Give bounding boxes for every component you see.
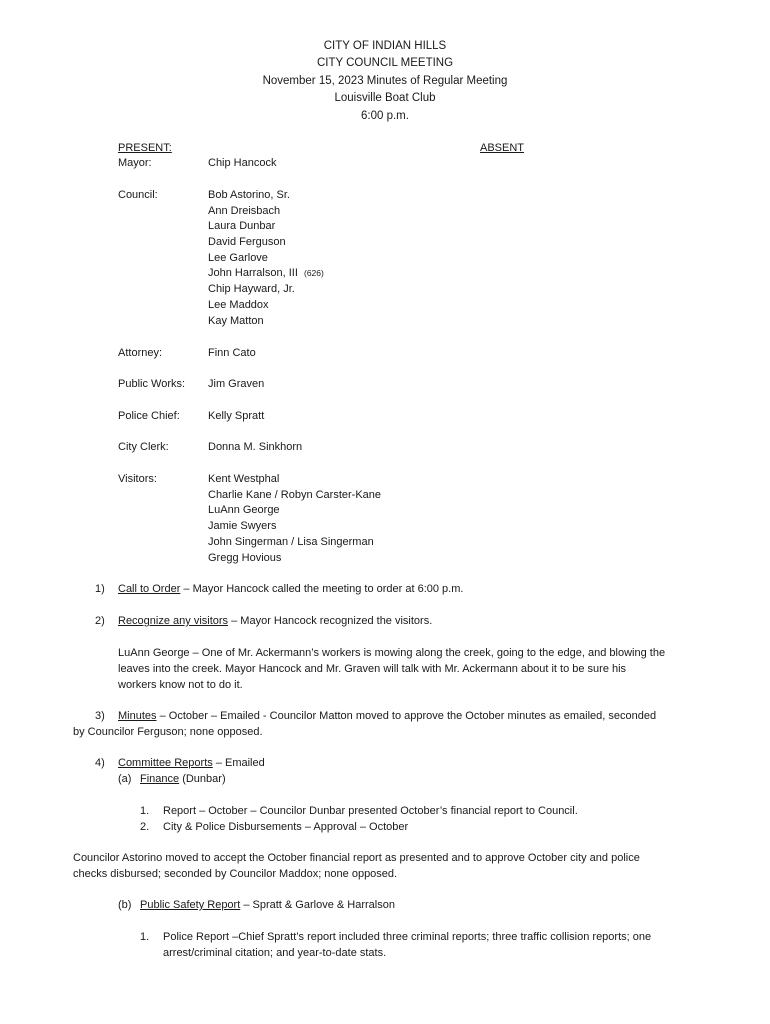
list-item: Report – October – Councilor Dunbar presented October’s financial report to Council. <box>163 805 578 817</box>
item-title: Recognize any visitors <box>118 615 229 627</box>
council-note: (626) <box>304 268 324 278</box>
item-title: Minutes <box>118 710 157 722</box>
council-member: Kay Matton <box>208 315 264 327</box>
present-heading: PRESENT: <box>118 142 172 154</box>
item-call-to-order <box>118 582 463 598</box>
visitor-comment-line: LuAnn George – One of Mr. Ackermann’s workers is mowing along the creek, going to the edge, and blowing the <box>118 647 666 659</box>
visitor-name: Kent Westphal <box>208 473 280 485</box>
subitem-title: Finance <box>140 773 180 785</box>
item-title: Committee Reports <box>118 757 213 769</box>
council-member-row <box>208 266 324 282</box>
council-member: Bob Astorino, Sr. <box>208 189 290 201</box>
item-number: 4) <box>95 757 105 769</box>
council-label: Council: <box>118 189 158 201</box>
council-member: John Harralson, III <box>208 267 298 279</box>
item-committee-reports <box>118 756 265 772</box>
council-member: David Ferguson <box>208 236 286 248</box>
absent-heading: ABSENT <box>480 142 525 154</box>
visitor-name: Jamie Swyers <box>208 520 277 532</box>
header-time: 6:00 p.m. <box>361 109 409 122</box>
motion-line: Councilor Astorino moved to accept the October financial report as presented and to approve October city and police <box>73 852 640 864</box>
list-item: City & Police Disbursements – Approval – October <box>163 821 409 833</box>
mayor-label: Mayor: <box>118 157 152 169</box>
header-meeting: CITY COUNCIL MEETING <box>316 57 454 70</box>
item-minutes-continuation: by Councilor Ferguson; none opposed. <box>73 726 263 738</box>
item-text: – Mayor Hancock recognized the visitors. <box>228 615 433 627</box>
council-member: Chip Hayward, Jr. <box>208 283 295 295</box>
visitor-comment-line: workers know not to do it. <box>118 679 243 691</box>
police-chief-name: Kelly Spratt <box>208 410 265 422</box>
list-number: 1. <box>140 931 150 943</box>
mayor-name: Chip Hancock <box>208 157 277 169</box>
item-title: Call to Order <box>118 583 181 595</box>
council-member: Ann Dreisbach <box>208 205 281 217</box>
document-header <box>0 38 770 125</box>
city-clerk-label: City Clerk: <box>118 441 169 453</box>
item-text: – October – Emailed - Councilor Matton moved to approve the October minutes as emailed, seconded <box>156 710 657 722</box>
public-works-label: Public Works: <box>118 378 186 390</box>
list-item-continuation: arrest/criminal citation; and year-to-date stats. <box>163 947 387 959</box>
visitor-name: LuAnn George <box>208 504 280 516</box>
subitem-text: (Dunbar) <box>179 773 226 785</box>
list-number: 2. <box>140 821 150 833</box>
council-member: Lee Maddox <box>208 299 269 311</box>
visitor-comment-line: leaves into the creek. Mayor Hancock and Mr. Graven will talk with Mr. Ackermann about it to be sure his <box>118 663 627 675</box>
subitem-finance <box>140 772 226 788</box>
item-minutes <box>118 709 656 725</box>
city-clerk-name: Donna M. Sinkhorn <box>208 441 303 453</box>
item-number: 3) <box>95 710 105 722</box>
header-location: Louisville Boat Club <box>334 92 436 105</box>
attorney-label: Attorney: <box>118 347 163 359</box>
header-city: CITY OF INDIAN HILLS <box>323 40 447 52</box>
list-number: 1. <box>140 805 150 817</box>
attorney-name: Finn Cato <box>208 347 256 359</box>
item-text: – Mayor Hancock called the meeting to order at 6:00 p.m. <box>180 583 464 595</box>
header-minutes-title: November 15, 2023 Minutes of Regular Meeting <box>262 74 508 87</box>
subitem-public-safety <box>140 898 395 914</box>
visitors-label: Visitors: <box>118 473 157 485</box>
subitem-text: – Spratt & Garlove & Harralson <box>240 899 395 911</box>
subitem-title: Public Safety Report <box>140 899 241 911</box>
visitor-name: John Singerman / Lisa Singerman <box>208 536 374 548</box>
list-item: Police Report –Chief Spratt’s report included three criminal reports; three traffic collision reports; one <box>163 931 652 943</box>
item-text: – Emailed <box>212 757 265 769</box>
item-recognize-visitors <box>118 614 432 630</box>
council-member: Lee Garlove <box>208 252 268 264</box>
public-works-name: Jim Graven <box>208 378 265 390</box>
police-chief-label: Police Chief: <box>118 410 180 422</box>
visitor-name: Gregg Hovious <box>208 552 282 564</box>
item-number: 2) <box>95 615 105 627</box>
visitor-name: Charlie Kane / Robyn Carster-Kane <box>208 489 382 501</box>
motion-line: checks disbursed; seconded by Councilor Maddox; none opposed. <box>73 868 398 880</box>
subitem-label: (a) <box>118 773 132 785</box>
council-member: Laura Dunbar <box>208 220 276 232</box>
subitem-label: (b) <box>118 899 132 911</box>
item-number: 1) <box>95 583 105 595</box>
